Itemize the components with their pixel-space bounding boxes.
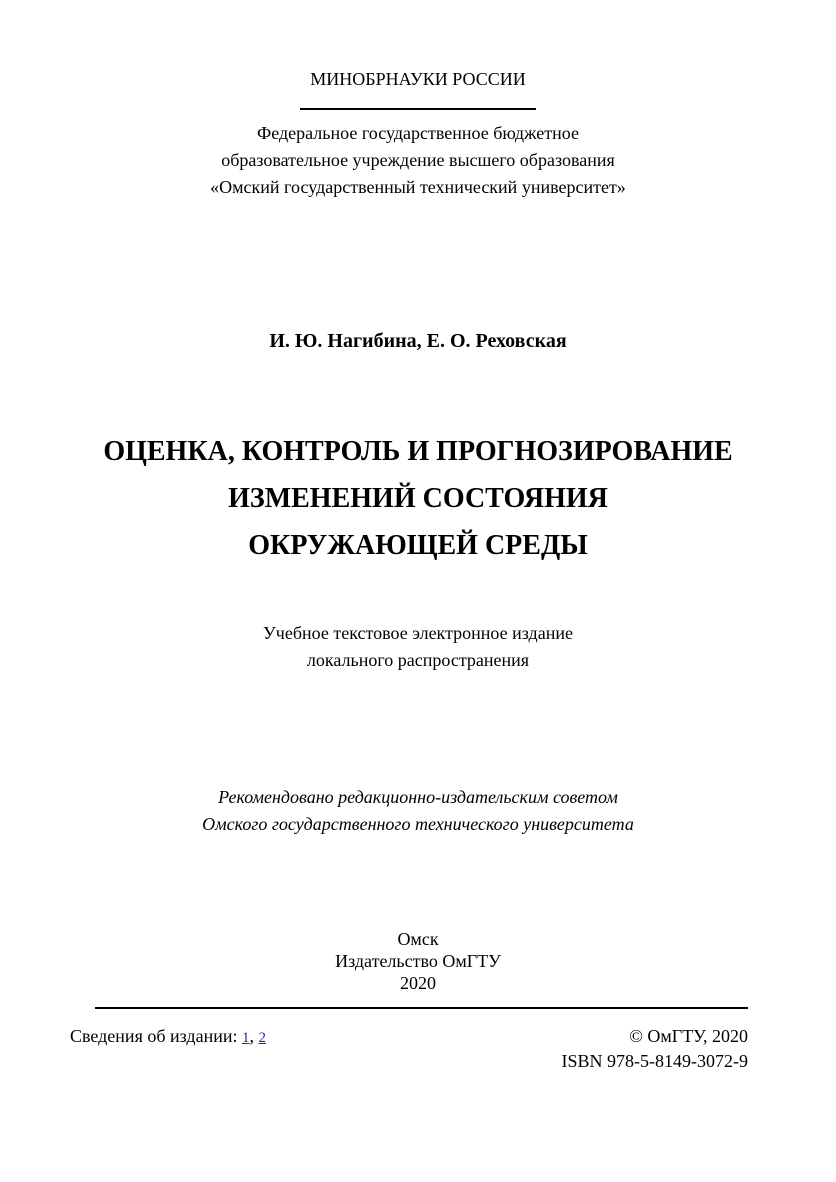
ministry-separator-line [300, 108, 536, 110]
edition-info [70, 1024, 266, 1051]
recommendation-line: Рекомендовано редакционно-издательским советом [218, 787, 618, 807]
imprint-publisher: Издательство ОмГТУ [335, 951, 501, 971]
edition-type-line: локального распространения [306, 650, 530, 670]
ministry-heading: МИНОБРНАУКИ РОССИИ [310, 69, 526, 89]
institution-line: Федеральное государственное бюджетное [257, 123, 579, 143]
authors-line: И. Ю. Нагибина, Е. О. Реховская [269, 330, 567, 352]
recommendation-line: Омского государственного технического университета [202, 814, 634, 834]
book-title-line: ИЗМЕНЕНИЙ СОСТОЯНИЯ [228, 483, 608, 514]
edition-type-note [0, 620, 836, 674]
book-title-line: ОКРУЖАЮЩЕЙ СРЕДЫ [248, 530, 588, 561]
edition-link-1[interactable]: 1 [241, 1030, 250, 1046]
book-title-line: ОЦЕНКА, КОНТРОЛЬ И ПРОГНОЗИРОВАНИЕ [103, 436, 733, 467]
institution-line: «Омский государственный технический университет» [210, 177, 626, 197]
book-title [0, 428, 836, 569]
imprint-year: 2020 [400, 973, 436, 993]
imprint-block [0, 928, 836, 994]
institution-line: образовательное учреждение высшего образования [221, 150, 615, 170]
isbn-number: ISBN 978-5-8149-3072-9 [561, 1051, 748, 1071]
institution-name [0, 120, 836, 201]
edition-links-separator: , [249, 1026, 259, 1046]
edition-link-2[interactable]: 2 [258, 1030, 266, 1046]
edition-info-label: Сведения об издании: [70, 1026, 238, 1046]
recommendation-note [0, 784, 836, 838]
imprint-city: Омск [397, 929, 439, 949]
footer-separator-line [95, 1007, 748, 1009]
edition-type-line: Учебное текстовое электронное издание [263, 623, 573, 643]
copyright-block [562, 1024, 749, 1074]
copyright-notice: © ОмГТУ, 2020 [629, 1026, 748, 1046]
